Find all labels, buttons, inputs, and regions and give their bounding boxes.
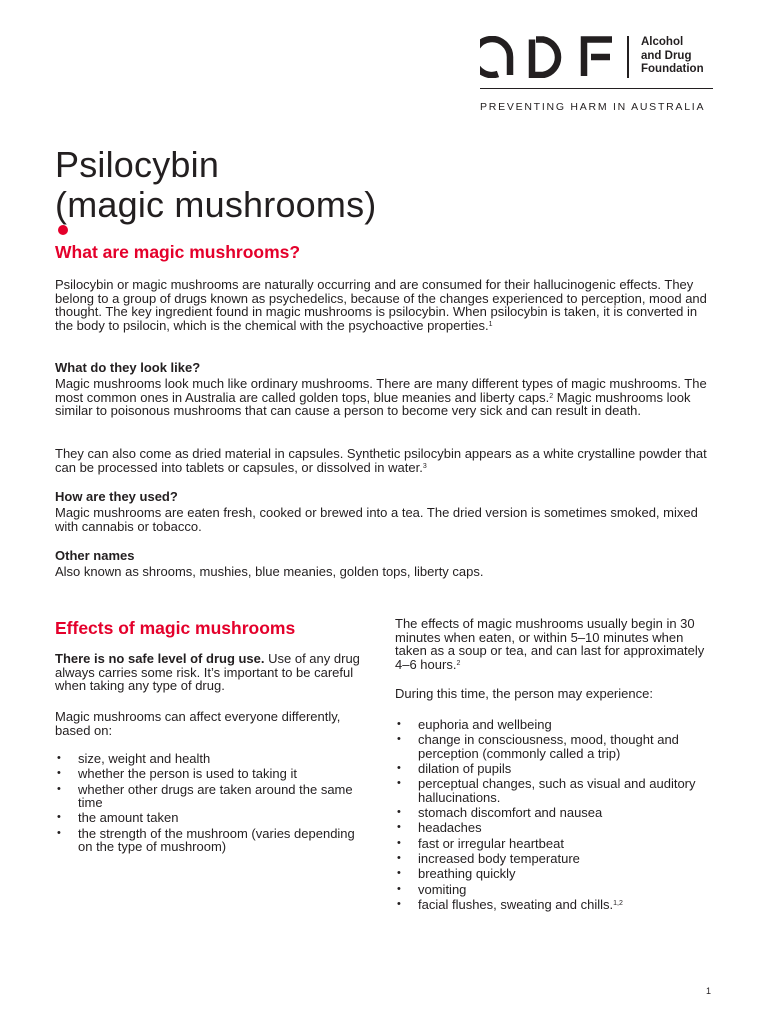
footnote-ref: 1,2	[613, 899, 623, 907]
during-paragraph: During this time, the person may experience:	[395, 686, 653, 701]
logo-divider	[627, 36, 629, 78]
affect-paragraph: Magic mushrooms can affect everyone differently, based on:	[55, 709, 341, 738]
org-name	[641, 36, 704, 77]
org-name-line: Foundation	[641, 63, 704, 75]
page-number: 1	[706, 986, 712, 996]
list-item: • perceptual changes, such as visual and auditory hallucinations.	[395, 777, 717, 804]
list-item: • increased body temperature	[395, 852, 717, 866]
intro-paragraph: Psilocybin or magic mushrooms are naturally occurring and are consumed for their hallucinogenic effects. They belong to a group of drugs known as psychedelics, because of the changes experienced to perception, mood and thought. The key ingredient found in magic mushrooms is psilocybin. When psilocybin is taken, it is converted in the body to psilocin, which is the chemical with the psychoactive properties.$^1$	[55, 277, 707, 333]
footnote-ref: 2	[549, 392, 554, 400]
subheading-used: How are they used?	[55, 489, 178, 504]
list-item: • vomiting	[395, 883, 717, 897]
adf-logo	[480, 36, 614, 78]
org-name-line: Alcohol	[641, 36, 684, 48]
subheading-other-names: Other names	[55, 548, 135, 563]
look-paragraph-2: They can also come as dried material in capsules. Synthetic psilocybin appears as a white crystalline powder that can be processed into tablets or capsules, or dissolved in water.$^3$	[55, 446, 707, 475]
header-rule	[480, 88, 713, 89]
list-item: • dilation of pupils	[395, 762, 717, 776]
org-name-line: and Drug	[641, 49, 692, 62]
list-item: • the amount taken	[55, 811, 370, 825]
subheading-look: What do they look like?	[55, 360, 201, 375]
title-line-1: Psilocybin	[55, 144, 220, 185]
used-paragraph: Magic mushrooms are eaten fresh, cooked or brewed into a tea. The dried version is sometimes smoked, mixed with cannabis or tobacco.	[55, 505, 698, 534]
list-item: • fast or irregular heartbeat	[395, 837, 717, 851]
list-item: • euphoria and wellbeing	[395, 718, 717, 732]
section-heading-what: What are magic mushrooms?	[55, 242, 301, 262]
list-item: • change in consciousness, mood, thought and perception (commonly called a trip)	[395, 733, 717, 760]
footnote-ref: 3	[422, 462, 427, 470]
list-item: • size, weight and health	[55, 752, 370, 766]
list-item: • breathing quickly	[395, 867, 717, 881]
list-item: • headaches	[395, 821, 717, 835]
effects-list	[395, 718, 717, 913]
no-safe-level-paragraph: There is no safe level of drug use. Use of any drug always carries some risk. It’s important to be careful when taking any type of drug.	[55, 651, 360, 693]
footnote-ref: 1	[488, 320, 493, 328]
look-paragraph-1: Magic mushrooms look much like ordinary mushrooms. There are many different types of magic mushrooms. The most common ones in Australia are called golden tops, blue meanies and liberty caps.$^2$ Magic mushrooms look similar to poisonous mushrooms that can cause a person to become very sick and can result in death.	[55, 376, 707, 418]
section-heading-effects: Effects of magic mushrooms	[55, 618, 296, 638]
tagline: PREVENTING HARM IN AUSTRALIA	[480, 101, 706, 113]
list-item: • stomach discomfort and nausea	[395, 806, 717, 820]
title-dot	[58, 225, 68, 235]
timing-paragraph: The effects of magic mushrooms usually begin in 30 minutes when eaten, or within 5–10 minutes when taken as a soup or tea, and can last for approximately 4–6 hours.$^2$	[395, 616, 705, 672]
title-line-2: (magic mushrooms)	[55, 185, 376, 235]
page-title	[55, 145, 376, 235]
list-item: • the strength of the mushroom (varies depending on the type of mushroom)	[55, 827, 370, 854]
other-names-paragraph: Also known as shrooms, mushies, blue meanies, golden tops, liberty caps.	[55, 564, 484, 579]
footnote-ref: 2	[456, 659, 461, 667]
list-item: • facial flushes, sweating and chills.$^{1,2}$	[395, 898, 717, 912]
factors-list	[55, 752, 370, 855]
list-item: • whether the person is used to taking it	[55, 767, 370, 781]
list-item: • whether other drugs are taken around the same time	[55, 783, 370, 810]
